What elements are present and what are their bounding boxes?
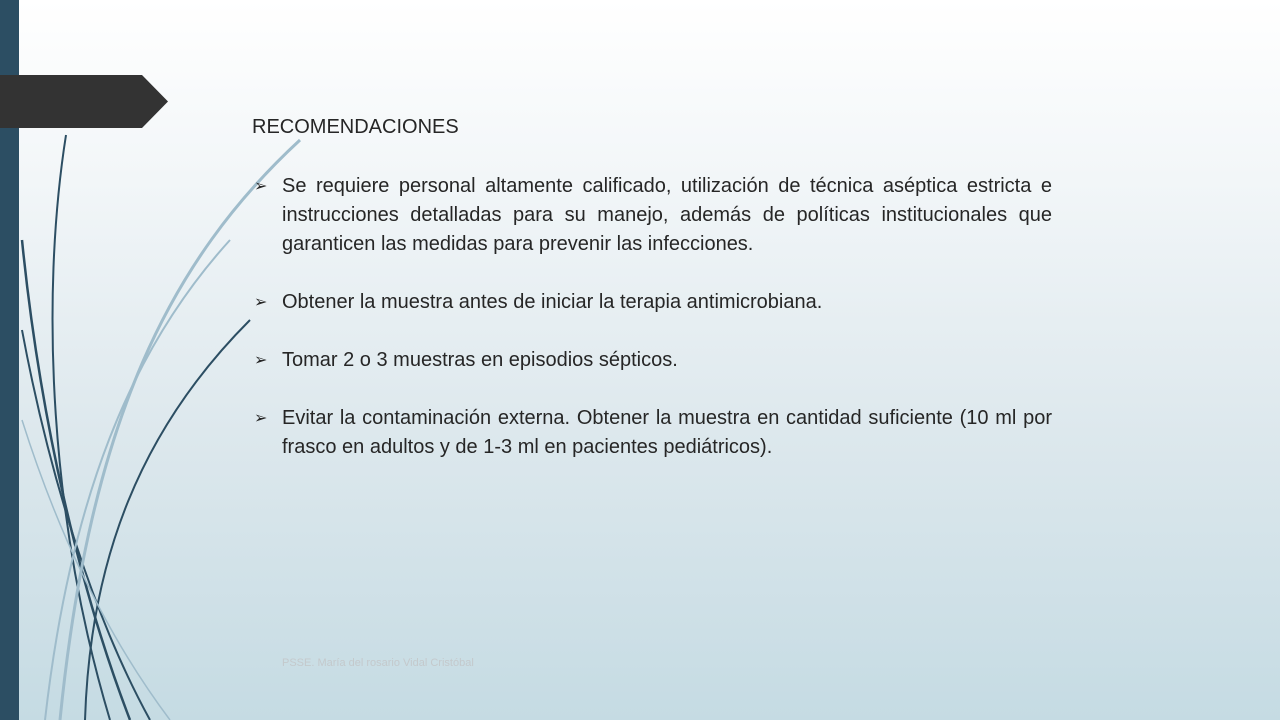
arrow-bullet-icon: ➢ [254, 294, 268, 311]
list-item-text: Se requiere personal altamente calificado, utilización de técnica aséptica estricta e instrucciones detalladas para su manejo, además de políticas institucionales que garanticen las medidas para prevenir las infecciones. [282, 175, 1052, 255]
list-item-text: Obtener la muestra antes de iniciar la terapia antimicrobiana. [282, 291, 823, 313]
arrow-bullet-icon: ➢ [254, 352, 268, 369]
list-item-text: Evitar la contaminación externa. Obtener la muestra en cantidad suficiente (10 ml por frasco en adultos y de 1-3 ml en pacientes pediátricos). [282, 407, 1052, 458]
list-item [252, 172, 1052, 259]
slide-heading: RECOMENDACIONES [252, 116, 459, 138]
footer-author: PSSE. María del rosario Vidal Cristóbal [282, 657, 474, 669]
slide-content [252, 113, 1052, 491]
arrow-bullet-icon: ➢ [254, 410, 268, 427]
title-flag [0, 75, 168, 128]
list-item [252, 288, 1052, 317]
recommendations-list [252, 172, 1052, 462]
list-item [252, 404, 1052, 462]
arrow-bullet-icon: ➢ [254, 178, 268, 195]
list-item-text: Tomar 2 o 3 muestras en episodios sépticos. [282, 349, 678, 371]
list-item [252, 346, 1052, 375]
